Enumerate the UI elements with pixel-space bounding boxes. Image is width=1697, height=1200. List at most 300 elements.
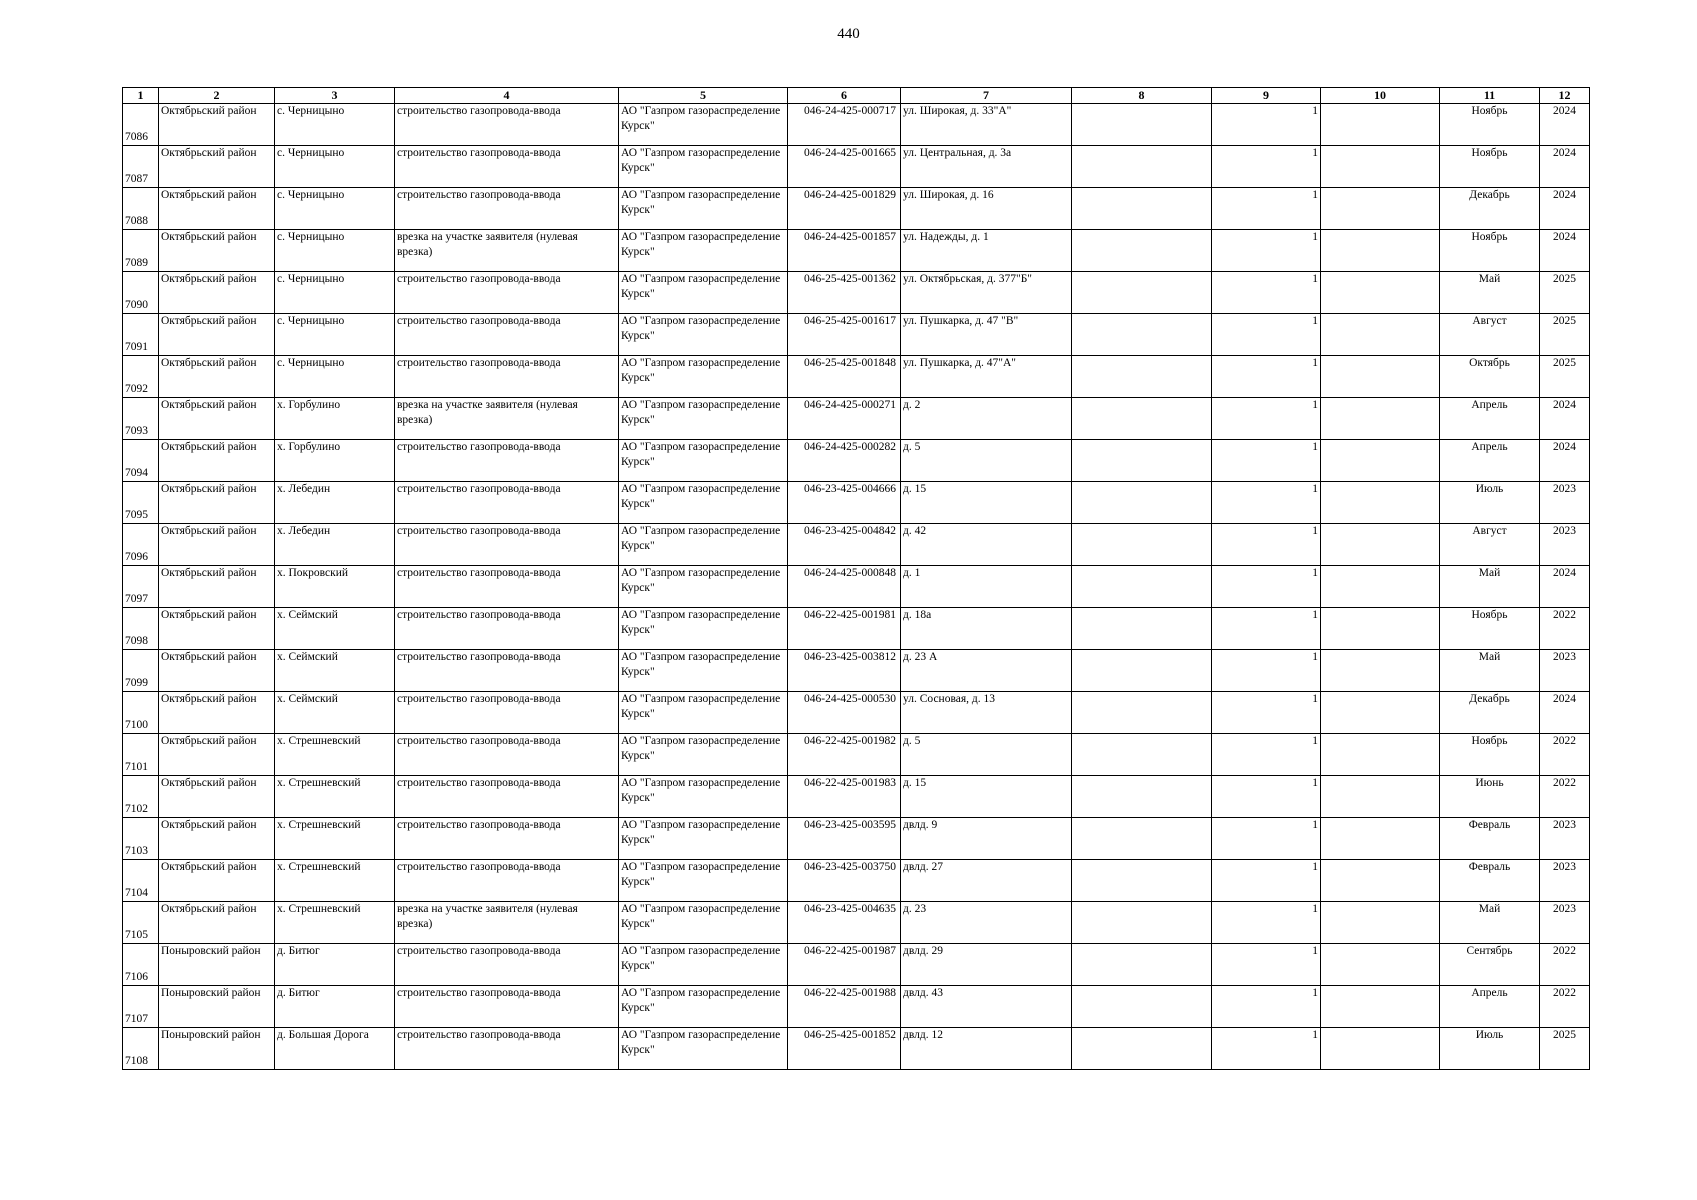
column-8-cell — [1072, 356, 1212, 398]
quantity-cell: 1 — [1212, 608, 1321, 650]
column-8-cell — [1072, 104, 1212, 146]
month-cell: Ноябрь — [1440, 104, 1540, 146]
work-type-cell: строительство газопровода-ввода — [395, 776, 619, 818]
organization-cell: АО "Газпром газораспределение Курск" — [619, 944, 788, 986]
column-10-cell — [1321, 776, 1440, 818]
row-number-cell: 7105 — [123, 902, 159, 944]
month-cell: Ноябрь — [1440, 608, 1540, 650]
address-cell: ул. Центральная, д. 3а — [901, 146, 1072, 188]
year-cell: 2024 — [1540, 398, 1590, 440]
organization-cell: АО "Газпром газораспределение Курск" — [619, 986, 788, 1028]
work-type-cell: врезка на участке заявителя (нулевая врезка) — [395, 398, 619, 440]
month-cell: Ноябрь — [1440, 230, 1540, 272]
month-cell: Май — [1440, 650, 1540, 692]
year-cell: 2024 — [1540, 146, 1590, 188]
column-10-cell — [1321, 902, 1440, 944]
address-cell: ул. Широкая, д. 33"А" — [901, 104, 1072, 146]
settlement-cell: х. Стрешневский — [275, 776, 395, 818]
address-cell: ул. Надежды, д. 1 — [901, 230, 1072, 272]
work-type-cell: строительство газопровода-ввода — [395, 860, 619, 902]
column-10-cell — [1321, 566, 1440, 608]
year-cell: 2024 — [1540, 440, 1590, 482]
column-10-cell — [1321, 272, 1440, 314]
work-type-cell: строительство газопровода-ввода — [395, 1028, 619, 1070]
column-8-cell — [1072, 314, 1212, 356]
month-cell: Ноябрь — [1440, 734, 1540, 776]
column-8-cell — [1072, 188, 1212, 230]
address-cell: ул. Пушкарка, д. 47 "В" — [901, 314, 1072, 356]
settlement-cell: х. Сеймский — [275, 692, 395, 734]
settlement-cell: с. Черницыно — [275, 104, 395, 146]
work-type-cell: строительство газопровода-ввода — [395, 524, 619, 566]
address-cell: д. 18а — [901, 608, 1072, 650]
row-number-cell: 7107 — [123, 986, 159, 1028]
table-row — [123, 986, 1590, 1028]
settlement-cell: с. Черницыно — [275, 356, 395, 398]
row-number-cell: 7092 — [123, 356, 159, 398]
application-code-cell: 046-24-425-000271 — [788, 398, 901, 440]
quantity-cell: 1 — [1212, 272, 1321, 314]
table-row — [123, 692, 1590, 734]
column-header-8: 8 — [1072, 88, 1212, 104]
month-cell: Декабрь — [1440, 692, 1540, 734]
work-type-cell: строительство газопровода-ввода — [395, 566, 619, 608]
table-row — [123, 1028, 1590, 1070]
column-8-cell — [1072, 272, 1212, 314]
year-cell: 2023 — [1540, 902, 1590, 944]
year-cell: 2023 — [1540, 818, 1590, 860]
row-number-cell: 7099 — [123, 650, 159, 692]
district-cell: Октябрьский район — [159, 398, 275, 440]
table-row — [123, 524, 1590, 566]
address-cell: ул. Сосновая, д. 13 — [901, 692, 1072, 734]
application-code-cell: 046-25-425-001617 — [788, 314, 901, 356]
column-8-cell — [1072, 944, 1212, 986]
column-10-cell — [1321, 314, 1440, 356]
column-8-cell — [1072, 482, 1212, 524]
table-row — [123, 944, 1590, 986]
organization-cell: АО "Газпром газораспределение Курск" — [619, 104, 788, 146]
table-row — [123, 566, 1590, 608]
month-cell: Ноябрь — [1440, 146, 1540, 188]
district-cell: Октябрьский район — [159, 902, 275, 944]
year-cell: 2022 — [1540, 944, 1590, 986]
quantity-cell: 1 — [1212, 314, 1321, 356]
organization-cell: АО "Газпром газораспределение Курск" — [619, 230, 788, 272]
address-cell: ул. Октябрьская, д. 377"Б" — [901, 272, 1072, 314]
quantity-cell: 1 — [1212, 692, 1321, 734]
work-type-cell: врезка на участке заявителя (нулевая врезка) — [395, 230, 619, 272]
month-cell: Февраль — [1440, 818, 1540, 860]
organization-cell: АО "Газпром газораспределение Курск" — [619, 146, 788, 188]
district-cell: Октябрьский район — [159, 566, 275, 608]
month-cell: Май — [1440, 902, 1540, 944]
address-cell: ул. Широкая, д. 16 — [901, 188, 1072, 230]
column-8-cell — [1072, 734, 1212, 776]
quantity-cell: 1 — [1212, 356, 1321, 398]
application-code-cell: 046-25-425-001848 — [788, 356, 901, 398]
row-number-cell: 7103 — [123, 818, 159, 860]
table-row — [123, 860, 1590, 902]
application-code-cell: 046-23-425-004842 — [788, 524, 901, 566]
column-10-cell — [1321, 146, 1440, 188]
column-8-cell — [1072, 902, 1212, 944]
column-10-cell — [1321, 524, 1440, 566]
quantity-cell: 1 — [1212, 230, 1321, 272]
work-type-cell: строительство газопровода-ввода — [395, 650, 619, 692]
application-code-cell: 046-23-425-004635 — [788, 902, 901, 944]
address-cell: д. 23 — [901, 902, 1072, 944]
quantity-cell: 1 — [1212, 524, 1321, 566]
row-number-cell: 7100 — [123, 692, 159, 734]
quantity-cell: 1 — [1212, 1028, 1321, 1070]
address-cell: двлд. 27 — [901, 860, 1072, 902]
work-type-cell: строительство газопровода-ввода — [395, 608, 619, 650]
month-cell: Июнь — [1440, 776, 1540, 818]
month-cell: Май — [1440, 272, 1540, 314]
district-cell: Октябрьский район — [159, 314, 275, 356]
application-code-cell: 046-25-425-001852 — [788, 1028, 901, 1070]
work-type-cell: строительство газопровода-ввода — [395, 440, 619, 482]
organization-cell: АО "Газпром газораспределение Курск" — [619, 524, 788, 566]
work-type-cell: строительство газопровода-ввода — [395, 146, 619, 188]
month-cell: Июль — [1440, 1028, 1540, 1070]
district-cell: Поныровский район — [159, 944, 275, 986]
application-code-cell: 046-24-425-000717 — [788, 104, 901, 146]
address-cell: двлд. 43 — [901, 986, 1072, 1028]
column-8-cell — [1072, 692, 1212, 734]
district-cell: Октябрьский район — [159, 272, 275, 314]
column-8-cell — [1072, 566, 1212, 608]
row-number-cell: 7089 — [123, 230, 159, 272]
settlement-cell: д. Большая Дорога — [275, 1028, 395, 1070]
quantity-cell: 1 — [1212, 944, 1321, 986]
registry-table — [122, 87, 1590, 1070]
settlement-cell: х. Стрешневский — [275, 734, 395, 776]
district-cell: Октябрьский район — [159, 482, 275, 524]
table-row — [123, 314, 1590, 356]
address-cell: д. 23 А — [901, 650, 1072, 692]
quantity-cell: 1 — [1212, 902, 1321, 944]
column-10-cell — [1321, 650, 1440, 692]
column-8-cell — [1072, 230, 1212, 272]
column-header-7: 7 — [901, 88, 1072, 104]
row-number-cell: 7098 — [123, 608, 159, 650]
work-type-cell: строительство газопровода-ввода — [395, 314, 619, 356]
address-cell: двлд. 29 — [901, 944, 1072, 986]
district-cell: Октябрьский район — [159, 692, 275, 734]
settlement-cell: д. Битюг — [275, 944, 395, 986]
quantity-cell: 1 — [1212, 482, 1321, 524]
month-cell: Декабрь — [1440, 188, 1540, 230]
column-8-cell — [1072, 650, 1212, 692]
row-number-cell: 7093 — [123, 398, 159, 440]
settlement-cell: х. Покровский — [275, 566, 395, 608]
column-8-cell — [1072, 860, 1212, 902]
application-code-cell: 046-24-425-000530 — [788, 692, 901, 734]
column-8-cell — [1072, 524, 1212, 566]
application-code-cell: 046-23-425-003750 — [788, 860, 901, 902]
district-cell: Октябрьский район — [159, 818, 275, 860]
settlement-cell: с. Черницыно — [275, 230, 395, 272]
district-cell: Октябрьский район — [159, 104, 275, 146]
district-cell: Октябрьский район — [159, 734, 275, 776]
work-type-cell: строительство газопровода-ввода — [395, 188, 619, 230]
settlement-cell: с. Черницыно — [275, 314, 395, 356]
column-header-11: 11 — [1440, 88, 1540, 104]
column-10-cell — [1321, 692, 1440, 734]
quantity-cell: 1 — [1212, 650, 1321, 692]
district-cell: Октябрьский район — [159, 650, 275, 692]
column-header-2: 2 — [159, 88, 275, 104]
month-cell: Сентябрь — [1440, 944, 1540, 986]
district-cell: Поныровский район — [159, 1028, 275, 1070]
application-code-cell: 046-22-425-001987 — [788, 944, 901, 986]
column-8-cell — [1072, 818, 1212, 860]
column-8-cell — [1072, 776, 1212, 818]
column-8-cell — [1072, 440, 1212, 482]
application-code-cell: 046-23-425-003595 — [788, 818, 901, 860]
table-row — [123, 188, 1590, 230]
year-cell: 2024 — [1540, 692, 1590, 734]
table-body — [123, 104, 1590, 1070]
column-header-10: 10 — [1321, 88, 1440, 104]
settlement-cell: х. Горбулино — [275, 440, 395, 482]
column-10-cell — [1321, 860, 1440, 902]
settlement-cell: х. Лебедин — [275, 524, 395, 566]
organization-cell: АО "Газпром газораспределение Курск" — [619, 188, 788, 230]
column-10-cell — [1321, 734, 1440, 776]
organization-cell: АО "Газпром газораспределение Курск" — [619, 314, 788, 356]
year-cell: 2022 — [1540, 608, 1590, 650]
page-number: 440 — [837, 26, 860, 42]
month-cell: Апрель — [1440, 440, 1540, 482]
column-header-4: 4 — [395, 88, 619, 104]
column-8-cell — [1072, 398, 1212, 440]
address-cell: ул. Пушкарка, д. 47"А" — [901, 356, 1072, 398]
address-cell: д. 15 — [901, 482, 1072, 524]
row-number-cell: 7101 — [123, 734, 159, 776]
column-8-cell — [1072, 986, 1212, 1028]
application-code-cell: 046-24-425-000282 — [788, 440, 901, 482]
year-cell: 2023 — [1540, 524, 1590, 566]
row-number-cell: 7094 — [123, 440, 159, 482]
application-code-cell: 046-22-425-001982 — [788, 734, 901, 776]
application-code-cell: 046-25-425-001362 — [788, 272, 901, 314]
row-number-cell: 7087 — [123, 146, 159, 188]
row-number-cell: 7106 — [123, 944, 159, 986]
month-cell: Февраль — [1440, 860, 1540, 902]
row-number-cell: 7097 — [123, 566, 159, 608]
settlement-cell: х. Стрешневский — [275, 818, 395, 860]
table-row — [123, 776, 1590, 818]
address-cell: д. 15 — [901, 776, 1072, 818]
settlement-cell: х. Сеймский — [275, 650, 395, 692]
quantity-cell: 1 — [1212, 818, 1321, 860]
year-cell: 2024 — [1540, 230, 1590, 272]
year-cell: 2025 — [1540, 1028, 1590, 1070]
column-10-cell — [1321, 398, 1440, 440]
year-cell: 2022 — [1540, 986, 1590, 1028]
column-header-3: 3 — [275, 88, 395, 104]
settlement-cell: х. Сеймский — [275, 608, 395, 650]
table-row — [123, 734, 1590, 776]
year-cell: 2023 — [1540, 860, 1590, 902]
work-type-cell: строительство газопровода-ввода — [395, 356, 619, 398]
table-row — [123, 146, 1590, 188]
organization-cell: АО "Газпром газораспределение Курск" — [619, 734, 788, 776]
row-number-cell: 7102 — [123, 776, 159, 818]
year-cell: 2023 — [1540, 482, 1590, 524]
row-number-cell: 7104 — [123, 860, 159, 902]
application-code-cell: 046-24-425-001857 — [788, 230, 901, 272]
column-10-cell — [1321, 986, 1440, 1028]
organization-cell: АО "Газпром газораспределение Курск" — [619, 650, 788, 692]
address-cell: д. 1 — [901, 566, 1072, 608]
column-10-cell — [1321, 356, 1440, 398]
table-row — [123, 398, 1590, 440]
column-10-cell — [1321, 1028, 1440, 1070]
organization-cell: АО "Газпром газораспределение Курск" — [619, 356, 788, 398]
table-row — [123, 818, 1590, 860]
district-cell: Октябрьский район — [159, 146, 275, 188]
quantity-cell: 1 — [1212, 146, 1321, 188]
quantity-cell: 1 — [1212, 566, 1321, 608]
organization-cell: АО "Газпром газораспределение Курск" — [619, 482, 788, 524]
column-header-9: 9 — [1212, 88, 1321, 104]
district-cell: Октябрьский район — [159, 356, 275, 398]
month-cell: Апрель — [1440, 986, 1540, 1028]
column-10-cell — [1321, 482, 1440, 524]
row-number-cell: 7086 — [123, 104, 159, 146]
address-cell: д. 42 — [901, 524, 1072, 566]
row-number-cell: 7091 — [123, 314, 159, 356]
year-cell: 2022 — [1540, 734, 1590, 776]
table-row — [123, 272, 1590, 314]
work-type-cell: строительство газопровода-ввода — [395, 734, 619, 776]
table-row — [123, 482, 1590, 524]
organization-cell: АО "Газпром газораспределение Курск" — [619, 1028, 788, 1070]
application-code-cell: 046-23-425-004666 — [788, 482, 901, 524]
quantity-cell: 1 — [1212, 986, 1321, 1028]
settlement-cell: х. Лебедин — [275, 482, 395, 524]
settlement-cell: д. Битюг — [275, 986, 395, 1028]
application-code-cell: 046-22-425-001981 — [788, 608, 901, 650]
address-cell: двлд. 12 — [901, 1028, 1072, 1070]
column-10-cell — [1321, 230, 1440, 272]
quantity-cell: 1 — [1212, 188, 1321, 230]
organization-cell: АО "Газпром газораспределение Курск" — [619, 398, 788, 440]
year-cell: 2025 — [1540, 272, 1590, 314]
quantity-cell: 1 — [1212, 776, 1321, 818]
address-cell: д. 2 — [901, 398, 1072, 440]
row-number-cell: 7088 — [123, 188, 159, 230]
table-row — [123, 650, 1590, 692]
month-cell: Июль — [1440, 482, 1540, 524]
settlement-cell: с. Черницыно — [275, 272, 395, 314]
application-code-cell: 046-22-425-001988 — [788, 986, 901, 1028]
district-cell: Октябрьский район — [159, 440, 275, 482]
settlement-cell: х. Стрешневский — [275, 860, 395, 902]
organization-cell: АО "Газпром газораспределение Курск" — [619, 692, 788, 734]
row-number-cell: 7095 — [123, 482, 159, 524]
organization-cell: АО "Газпром газораспределение Курск" — [619, 818, 788, 860]
month-cell: Апрель — [1440, 398, 1540, 440]
settlement-cell: с. Черницыно — [275, 146, 395, 188]
month-cell: Октябрь — [1440, 356, 1540, 398]
column-10-cell — [1321, 944, 1440, 986]
settlement-cell: х. Стрешневский — [275, 902, 395, 944]
table-row — [123, 104, 1590, 146]
organization-cell: АО "Газпром газораспределение Курск" — [619, 902, 788, 944]
table-row — [123, 440, 1590, 482]
column-8-cell — [1072, 608, 1212, 650]
column-10-cell — [1321, 608, 1440, 650]
district-cell: Октябрьский район — [159, 860, 275, 902]
quantity-cell: 1 — [1212, 104, 1321, 146]
month-cell: Август — [1440, 314, 1540, 356]
year-cell: 2025 — [1540, 314, 1590, 356]
district-cell: Поныровский район — [159, 986, 275, 1028]
month-cell: Август — [1440, 524, 1540, 566]
year-cell: 2024 — [1540, 566, 1590, 608]
table-row — [123, 608, 1590, 650]
column-header-5: 5 — [619, 88, 788, 104]
application-code-cell: 046-24-425-000848 — [788, 566, 901, 608]
quantity-cell: 1 — [1212, 860, 1321, 902]
year-cell: 2025 — [1540, 356, 1590, 398]
application-code-cell: 046-22-425-001983 — [788, 776, 901, 818]
table-row — [123, 902, 1590, 944]
row-number-cell: 7108 — [123, 1028, 159, 1070]
table-row — [123, 356, 1590, 398]
column-10-cell — [1321, 818, 1440, 860]
table-header-row — [123, 88, 1590, 104]
year-cell: 2022 — [1540, 776, 1590, 818]
column-header-12: 12 — [1540, 88, 1590, 104]
settlement-cell: х. Горбулино — [275, 398, 395, 440]
address-cell: д. 5 — [901, 440, 1072, 482]
address-cell: д. 5 — [901, 734, 1072, 776]
work-type-cell: строительство газопровода-ввода — [395, 104, 619, 146]
organization-cell: АО "Газпром газораспределение Курск" — [619, 440, 788, 482]
column-header-6: 6 — [788, 88, 901, 104]
column-8-cell — [1072, 146, 1212, 188]
work-type-cell: строительство газопровода-ввода — [395, 818, 619, 860]
column-8-cell — [1072, 1028, 1212, 1070]
work-type-cell: строительство газопровода-ввода — [395, 944, 619, 986]
year-cell: 2024 — [1540, 104, 1590, 146]
column-10-cell — [1321, 440, 1440, 482]
organization-cell: АО "Газпром газораспределение Курск" — [619, 272, 788, 314]
column-10-cell — [1321, 188, 1440, 230]
district-cell: Октябрьский район — [159, 776, 275, 818]
work-type-cell: строительство газопровода-ввода — [395, 272, 619, 314]
table-row — [123, 230, 1590, 272]
organization-cell: АО "Газпром газораспределение Курск" — [619, 566, 788, 608]
settlement-cell: с. Черницыно — [275, 188, 395, 230]
work-type-cell: строительство газопровода-ввода — [395, 482, 619, 524]
quantity-cell: 1 — [1212, 398, 1321, 440]
year-cell: 2023 — [1540, 650, 1590, 692]
district-cell: Октябрьский район — [159, 524, 275, 566]
address-cell: двлд. 9 — [901, 818, 1072, 860]
application-code-cell: 046-24-425-001665 — [788, 146, 901, 188]
column-header-1: 1 — [123, 88, 159, 104]
work-type-cell: врезка на участке заявителя (нулевая врезка) — [395, 902, 619, 944]
work-type-cell: строительство газопровода-ввода — [395, 986, 619, 1028]
district-cell: Октябрьский район — [159, 230, 275, 272]
